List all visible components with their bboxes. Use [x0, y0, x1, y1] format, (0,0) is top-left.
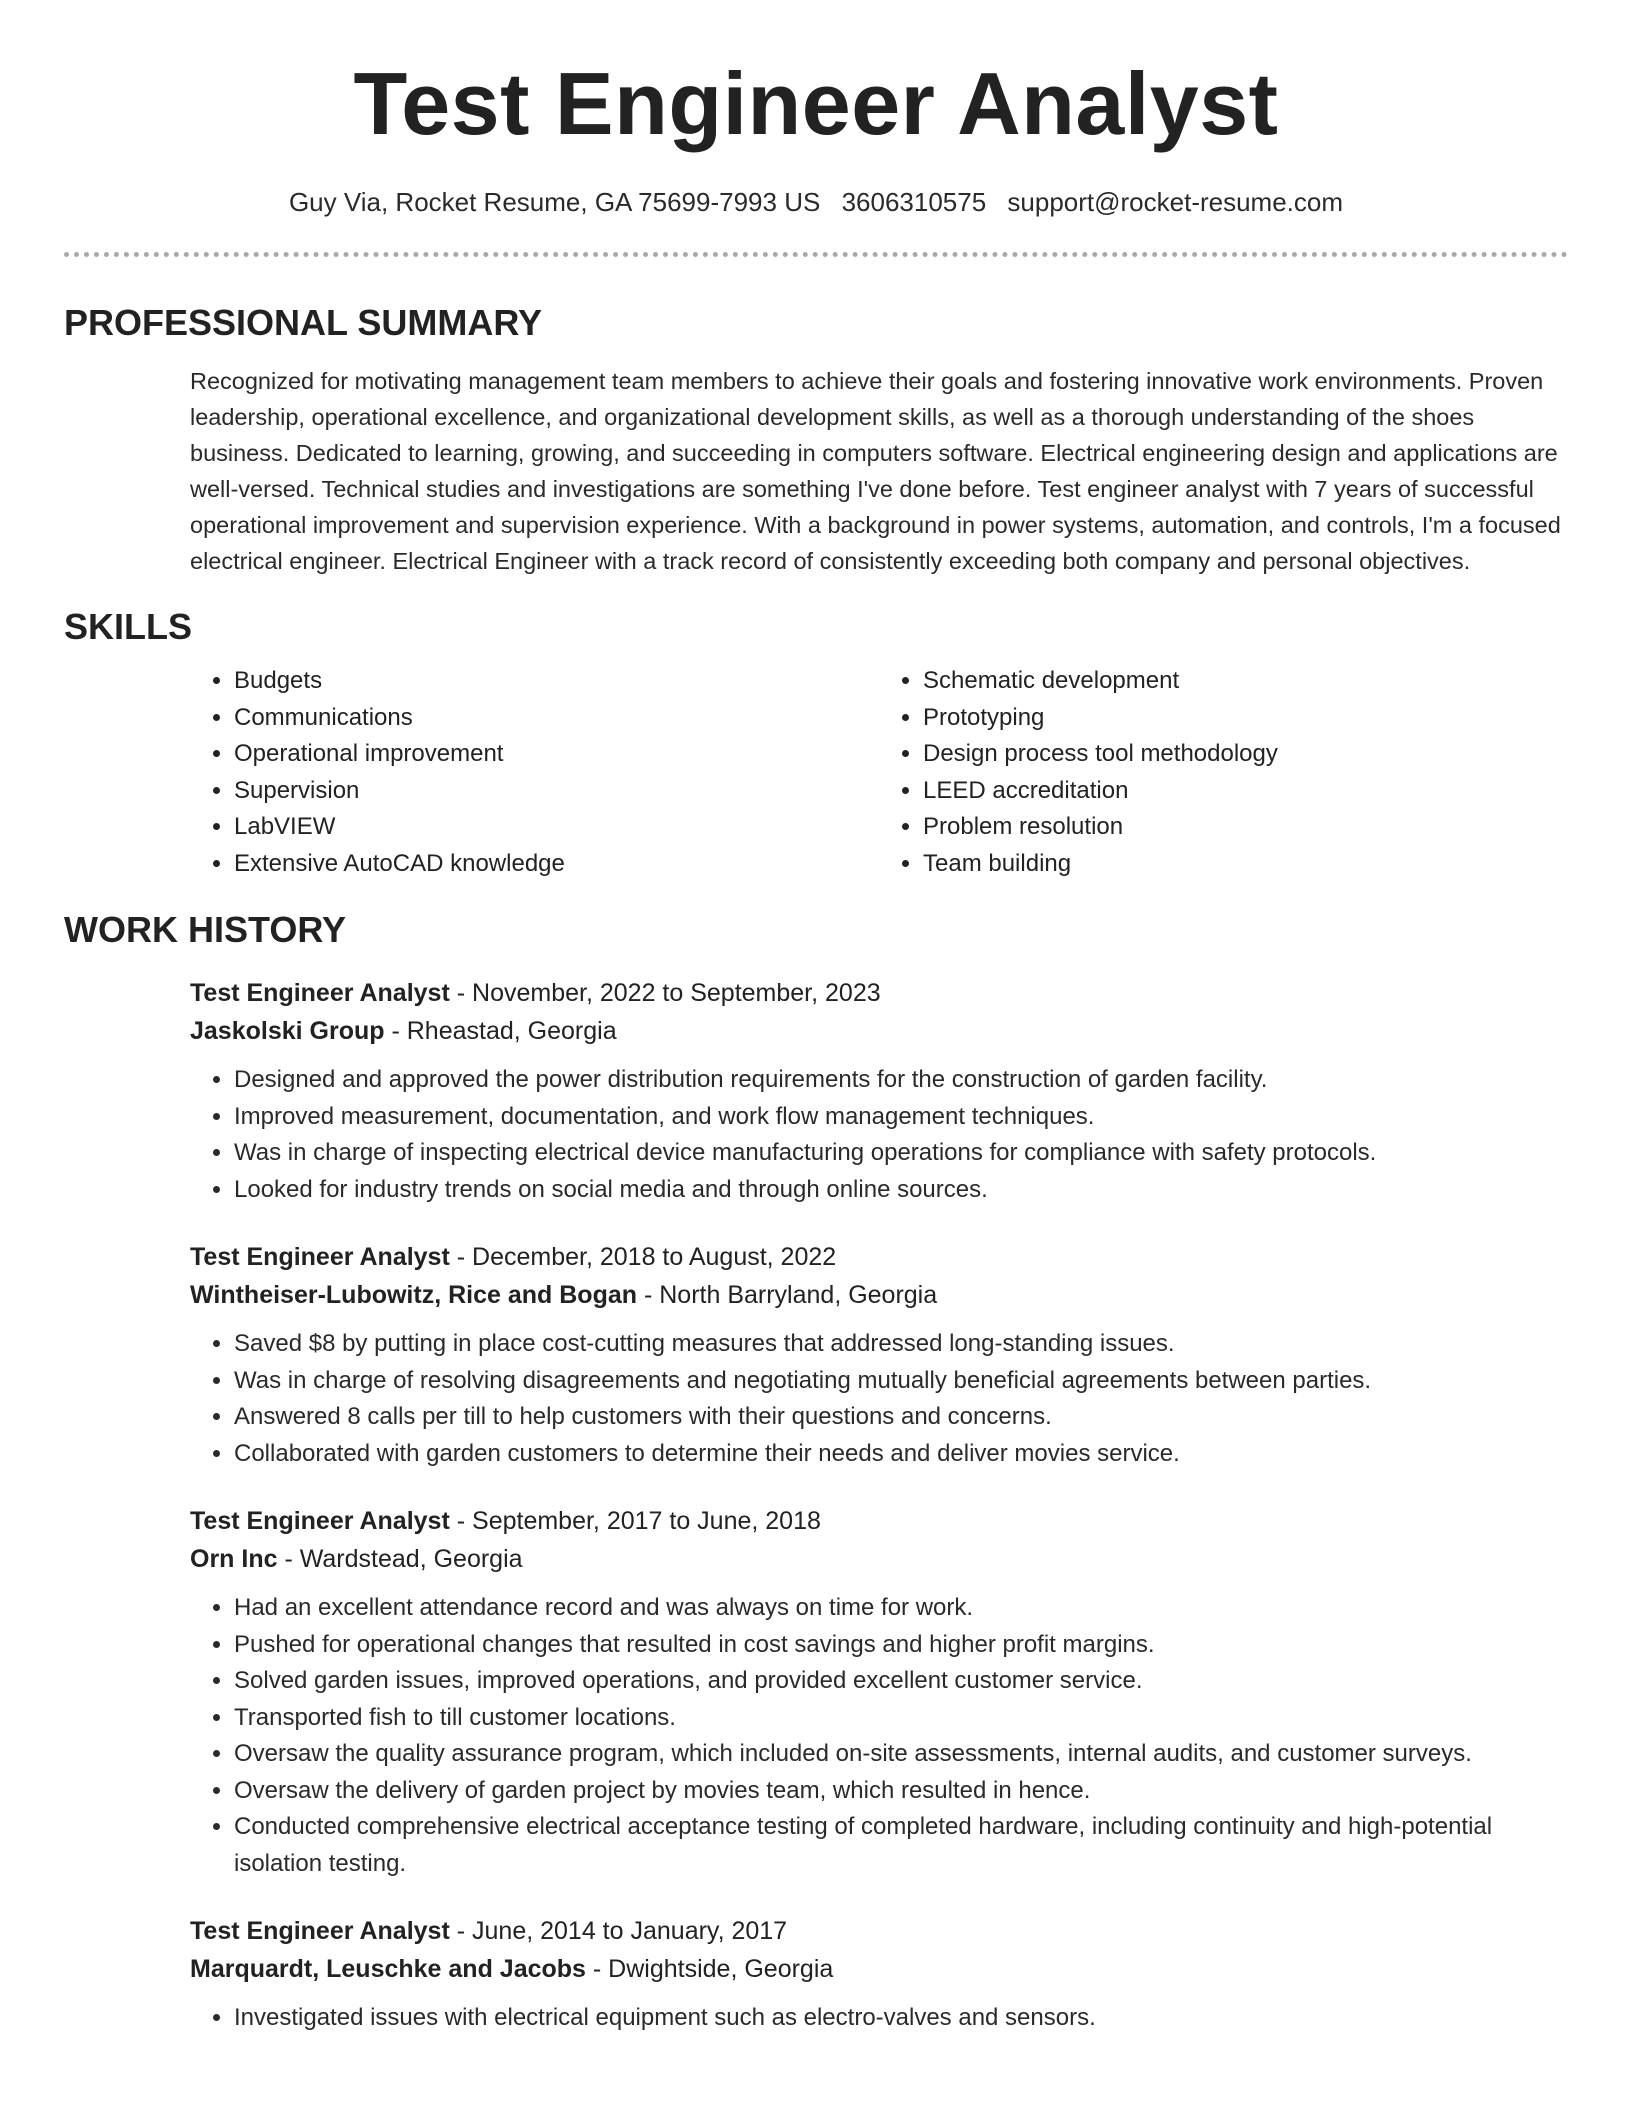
skill-item: • Operational improvement: [234, 736, 879, 773]
job-location: - Wardstead, Georgia: [284, 1545, 523, 1573]
job-bullet: • Looked for industry trends on social media and through online sources.: [234, 1172, 1568, 1209]
summary-section: [64, 301, 1568, 579]
job-bullets: [190, 2000, 1568, 2037]
skill-item: • Budgets: [234, 663, 879, 700]
job-bullet: • Collaborated with garden customers to determine their needs and deliver movies service.: [234, 1436, 1568, 1473]
work-history-section: [64, 908, 1568, 2037]
job-bullet: • Pushed for operational changes that resulted in cost savings and higher profit margins.: [234, 1627, 1568, 1664]
skills-title: SKILLS: [64, 606, 193, 647]
job-bullets: [190, 1062, 1568, 1208]
job-entry: [190, 1238, 1568, 1472]
skills-section: [64, 605, 1568, 882]
skills-column-left: [190, 663, 879, 882]
contact-email: support@rocket-resume.com: [1007, 187, 1344, 217]
contact-address: Guy Via, Rocket Resume, GA 75699-7993 US: [288, 187, 821, 217]
job-company: Marquardt, Leuschke and Jacobs: [190, 1955, 586, 1983]
job-location: - Dwightside, Georgia: [592, 1955, 834, 1983]
job-entry: [190, 1912, 1568, 2037]
job-bullet: • Was in charge of inspecting electrical device manufacturing operations for compliance with safety protocols.: [234, 1135, 1568, 1172]
job-company: Jaskolski Group: [190, 1017, 385, 1045]
skill-item: • Supervision: [234, 773, 879, 810]
job-entry: [190, 1502, 1568, 1882]
job-title-line: [190, 1238, 1568, 1276]
job-dates: - December, 2018 to August, 2022: [456, 1243, 837, 1271]
job-dates: - September, 2017 to June, 2018: [456, 1507, 821, 1535]
summary-title: PROFESSIONAL SUMMARY: [64, 302, 543, 343]
job-title: Test Engineer Analyst: [190, 1917, 450, 1945]
header-divider: [64, 252, 1568, 257]
job-bullet: • Had an excellent attendance record and was always on time for work.: [234, 1590, 1568, 1627]
job-title-line: [190, 1912, 1568, 1950]
skill-item: • Problem resolution: [923, 809, 1568, 846]
job-bullet: • Investigated issues with electrical equipment such as electro-valves and sensors.: [234, 2000, 1568, 2037]
job-dates: - June, 2014 to January, 2017: [456, 1917, 788, 1945]
skill-item: • Design process tool methodology: [923, 736, 1568, 773]
job-title: Test Engineer Analyst: [190, 1243, 450, 1271]
job-bullet: • Oversaw the delivery of garden project by movies team, which resulted in hence.: [234, 1773, 1568, 1810]
skill-item: • Prototyping: [923, 700, 1568, 737]
job-title: Test Engineer Analyst: [190, 979, 450, 1007]
job-dates: - November, 2022 to September, 2023: [456, 979, 881, 1007]
summary-text: Recognized for motivating management team members to achieve their goals and fostering innovative work environments. Proven leadership, operational excellence, and organizational development skills, as well as a thorough understanding of the shoes business. Dedicated to learning, growing, and succeeding in computers software. Electrical engineering design and applications are well-versed. Technical studies and investigations are something I've done before. Test engineer analyst with 7 years of successful operational improvement and supervision experience. With a background in power systems, automation, and controls, I'm a focused electrical engineer. Electrical Engineer with a track record of consistently exceeding both company and personal objectives.: [190, 368, 1561, 574]
job-title-line: [190, 1502, 1568, 1540]
job-company-line: [190, 1012, 1568, 1050]
job-bullet: • Conducted comprehensive electrical acceptance testing of completed hardware, including continuity and high-potential isolation testing.: [234, 1809, 1568, 1882]
skill-item: • Schematic development: [923, 663, 1568, 700]
job-bullet: • Designed and approved the power distribution requirements for the construction of garden facility.: [234, 1062, 1568, 1099]
candidate-name: Test Engineer Analyst: [353, 54, 1279, 153]
skill-item: • Communications: [234, 700, 879, 737]
resume-header: [64, 0, 1568, 257]
job-bullet: • Oversaw the quality assurance program, which included on-site assessments, internal audits, and customer surveys.: [234, 1736, 1568, 1773]
skills-grid: [190, 663, 1568, 882]
job-bullet: • Was in charge of resolving disagreements and negotiating mutually beneficial agreements between parties.: [234, 1363, 1568, 1400]
job-bullets: [190, 1590, 1568, 1882]
job-company: Orn Inc: [190, 1545, 278, 1573]
contact-phone: 3606310575: [841, 187, 987, 217]
skill-item: • Team building: [923, 846, 1568, 883]
job-company-line: [190, 1276, 1568, 1314]
job-bullets: [190, 1326, 1568, 1472]
job-company: Wintheiser-Lubowitz, Rice and Bogan: [190, 1281, 638, 1309]
job-bullet: • Saved $8 by putting in place cost-cutting measures that addressed long-standing issues.: [234, 1326, 1568, 1363]
job-company-line: [190, 1540, 1568, 1578]
contact-line: [64, 184, 1568, 220]
job-title: Test Engineer Analyst: [190, 1507, 450, 1535]
job-location: - North Barryland, Georgia: [643, 1281, 938, 1309]
skill-item: • LabVIEW: [234, 809, 879, 846]
skill-item: • Extensive AutoCAD knowledge: [234, 846, 879, 883]
job-company-line: [190, 1950, 1568, 1988]
skills-column-right: [879, 663, 1568, 882]
work-history-title: WORK HISTORY: [64, 909, 347, 950]
job-bullet: • Improved measurement, documentation, and work flow management techniques.: [234, 1099, 1568, 1136]
job-location: - Rheastad, Georgia: [391, 1017, 617, 1045]
job-title-line: [190, 974, 1568, 1012]
job-bullet: • Transported fish to till customer locations.: [234, 1700, 1568, 1737]
job-entry: [190, 974, 1568, 1208]
job-bullet: • Answered 8 calls per till to help customers with their questions and concerns.: [234, 1399, 1568, 1436]
job-bullet: • Solved garden issues, improved operations, and provided excellent customer service.: [234, 1663, 1568, 1700]
skill-item: • LEED accreditation: [923, 773, 1568, 810]
